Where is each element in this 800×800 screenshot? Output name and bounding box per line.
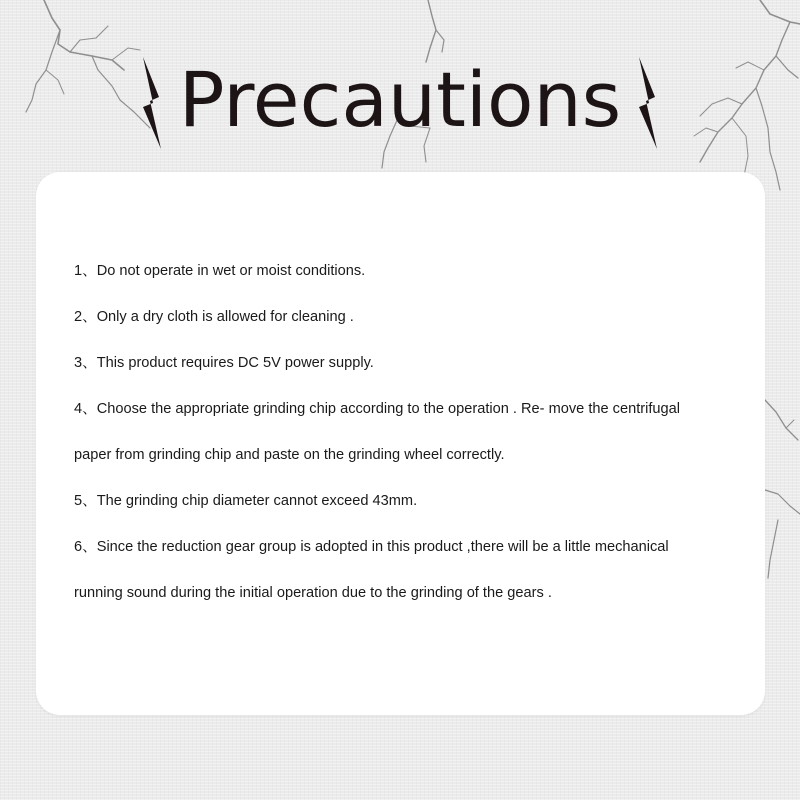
lightning-bolt-icon [139,57,165,149]
precautions-card [36,172,765,715]
precautions-list [74,248,744,616]
precaution-item: 5、The grinding chip diameter cannot exceed 43mm. [74,493,418,509]
lightning-bolt-icon [635,57,661,149]
precaution-item: 4、Choose the appropriate grinding chip according to the operation . Re- move the centrifugal [74,401,681,417]
precaution-item-continuation: running sound during the initial operation due to the grinding of the gears . [74,585,552,601]
title-row [0,48,800,158]
precaution-item-continuation: paper from grinding chip and paste on the grinding wheel correctly. [74,447,505,463]
precaution-item: 3、This product requires DC 5V power supply. [74,355,374,371]
page-title: Precautions [178,55,622,144]
precaution-item: 1、Do not operate in wet or moist conditions. [74,263,366,279]
precaution-item: 2、Only a dry cloth is allowed for cleaning . [74,309,354,325]
precaution-item: 6、Since the reduction gear group is adopted in this product ,there will be a little mechanical [74,539,669,555]
